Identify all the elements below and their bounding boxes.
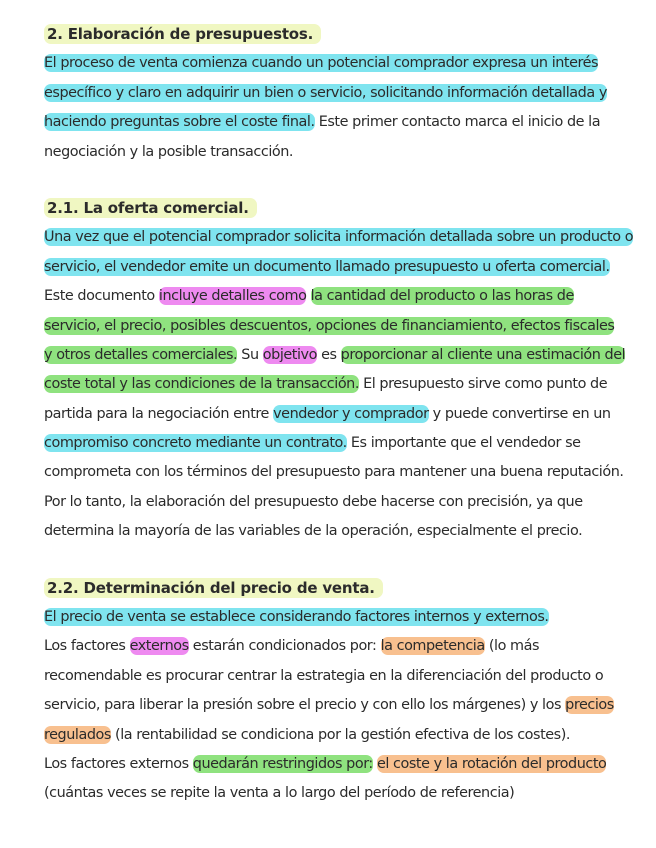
text-line [44, 253, 626, 282]
text-segment: comprometa con los términos del presupuesto para mantener una buena reputación. [44, 464, 624, 481]
highlight-orange: el coste y la rotación del producto [376, 755, 607, 772]
highlight-orange: precios [565, 697, 614, 714]
text-line [44, 779, 626, 808]
highlight-cyan: El proceso de venta comienza cuando un potencial comprador expresa un interés [44, 55, 599, 72]
text-segment: es [316, 346, 341, 363]
text-line [44, 721, 626, 750]
text-segment: Este documento [44, 288, 159, 305]
highlight-cyan: compromiso concreto mediante un contrato. [44, 435, 347, 452]
highlight-green: coste total y las condiciones de la transacción. [44, 376, 359, 393]
text-segment: y puede convertirse en un [428, 405, 611, 422]
text-line [44, 662, 626, 691]
highlight-green: y otros detalles comerciales. [44, 346, 238, 363]
highlight-cyan: vendedor y comprador [273, 405, 429, 422]
highlight-orange: regulados [44, 726, 111, 743]
highlight-cyan: servicio, el vendedor emite un documento llamado presupuesto u oferta comercial. [44, 258, 610, 275]
text-line [44, 458, 626, 487]
section-gap [44, 547, 626, 574]
highlight-green: proporcionar al cliente una estimación del [340, 346, 626, 363]
highlight-magenta: incluye detalles como [158, 288, 307, 305]
text-line [44, 429, 626, 458]
section-heading [44, 574, 626, 603]
text-line [44, 691, 626, 720]
highlight-magenta: externos [129, 638, 189, 655]
section-heading [44, 194, 626, 223]
highlight-magenta: objetivo [262, 346, 317, 363]
text-segment: Los factores externos [44, 755, 193, 772]
highlight-green: quedarán restringidos por: [192, 755, 373, 772]
text-line [44, 750, 626, 779]
text-line [44, 282, 626, 311]
text-line [44, 49, 626, 78]
text-line [44, 223, 634, 252]
highlight-cyan: Una vez que el potencial comprador solicita información detallada sobre un producto o [44, 229, 634, 246]
text-segment: (cuántas veces se repite la venta a lo largo del período de referencia) [44, 785, 515, 802]
text-segment: servicio, para liberar la presión sobre el precio y con ello los márgenes) y los [44, 697, 566, 714]
text-segment: Por lo tanto, la elaboración del presupuesto debe hacerse con precisión, ya que [44, 493, 583, 510]
section-heading-text: 2. Elaboración de presupuestos. [44, 24, 321, 44]
text-line [44, 632, 626, 661]
text-line [44, 370, 626, 399]
text-segment: (la rentabilidad se condiciona por la gestión efectiva de los costes). [110, 726, 571, 743]
text-segment: Los factores [44, 638, 130, 655]
text-line [44, 138, 626, 167]
text-line [44, 108, 626, 137]
highlight-cyan: El precio de venta se establece considerando factores internos y externos. [44, 609, 549, 626]
section-heading-text: 2.2. Determinación del precio de venta. [44, 578, 383, 598]
highlight-cyan: haciendo preguntas sobre el coste final. [44, 114, 315, 131]
text-segment: El presupuesto sirve como punto de [358, 376, 608, 393]
text-line [44, 341, 626, 370]
highlight-cyan: específico y claro en adquirir un bien o servicio, solicitando información detallada y [44, 84, 607, 101]
text-line [44, 488, 626, 517]
section-heading-text: 2.1. La oferta comercial. [44, 198, 257, 218]
text-segment: Es importante que el vendedor se [346, 435, 581, 452]
highlight-green: la cantidad del producto o las horas de [310, 288, 574, 305]
text-segment: recomendable es procurar centrar la estrategia en la diferenciación del producto o [44, 667, 604, 684]
text-segment: Este primer contacto marca el inicio de la [314, 114, 601, 131]
text-line [44, 79, 626, 108]
text-segment: (lo más [484, 638, 540, 655]
text-segment [306, 288, 310, 304]
text-segment: determina la mayoría de las variables de la operación, especialmente el precio. [44, 523, 583, 540]
text-segment: negociación y la posible transacción. [44, 143, 294, 160]
section-heading [44, 20, 626, 49]
section-gap [44, 167, 626, 194]
text-segment: partida para la negociación entre [44, 405, 274, 422]
highlight-orange: la competencia [380, 638, 485, 655]
highlight-green: servicio, el precio, posibles descuentos, opciones de financiamiento, efectos fiscales [44, 317, 615, 334]
text-segment: estarán condicionados por: [188, 638, 381, 655]
text-line [44, 312, 626, 341]
text-line [44, 400, 626, 429]
text-line [44, 517, 626, 546]
text-line [44, 603, 626, 632]
text-segment: Su [237, 346, 263, 363]
